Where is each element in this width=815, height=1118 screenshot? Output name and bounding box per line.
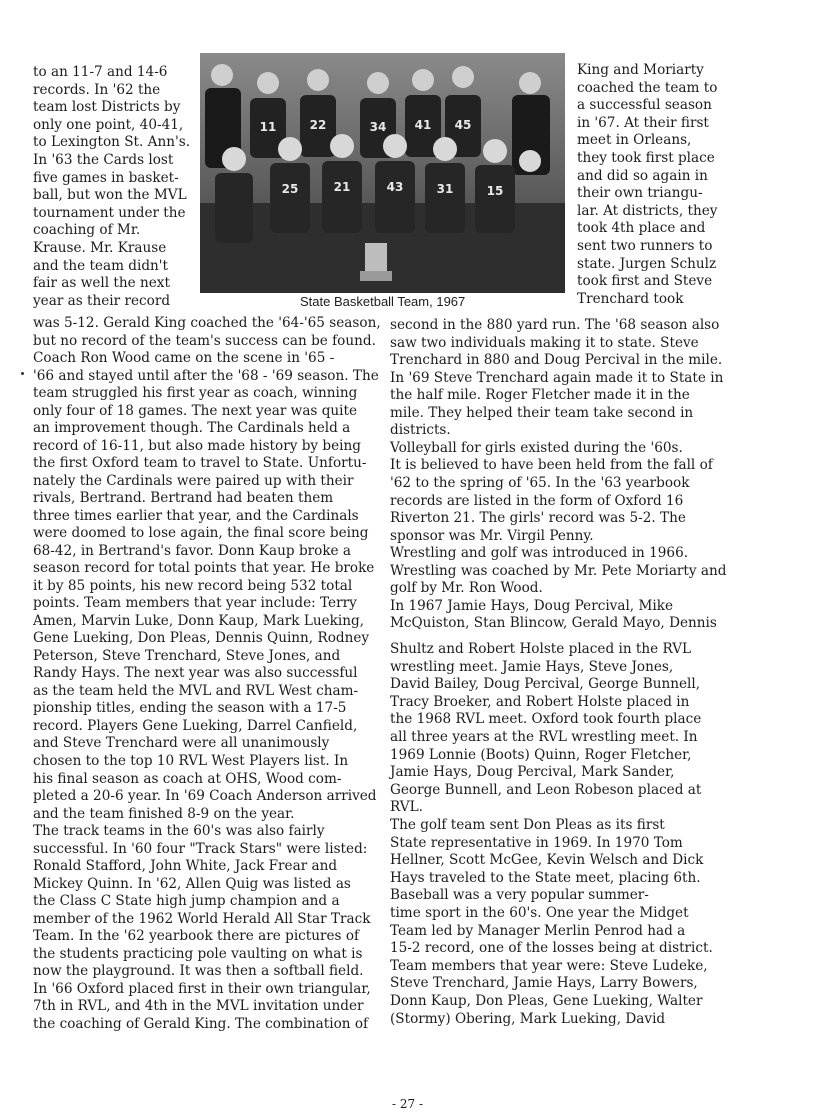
text-line: mile. They helped their team take second in xyxy=(390,404,694,421)
text-line: It is believed to have been held from the fall of xyxy=(390,457,713,474)
text-line: and the team didn't xyxy=(33,257,168,274)
text-line: In '66 Oxford placed first in their own triangular, xyxy=(33,980,371,997)
text-line: meet in Orleans, xyxy=(577,132,692,149)
jersey-number: 31 xyxy=(436,182,454,196)
text-line: his final season as coach at OHS, Wood com- xyxy=(33,770,342,787)
text-line: George Bunnell, and Leon Robeson placed at xyxy=(390,781,702,798)
text-line: pionship titles, ending the season with a 17-5 xyxy=(33,700,347,717)
text-line: Trenchard took xyxy=(577,290,684,307)
text-line: Peterson, Steve Trenchard, Steve Jones, and xyxy=(33,647,341,664)
text-line: Jamie Hays, Doug Percival, Mark Sander, xyxy=(390,764,675,781)
text-line: only four of 18 games. The next year was quite xyxy=(33,402,358,419)
team-photo xyxy=(200,53,565,293)
jersey-number: 43 xyxy=(386,180,404,194)
text-line: took first and Steve xyxy=(577,273,713,290)
text-line: member of the 1962 World Herald All Star Track xyxy=(33,910,371,927)
text-line: fair as well the next xyxy=(33,275,170,292)
text-line: ball, but won the MVL xyxy=(33,187,187,204)
jersey-number: 45 xyxy=(454,118,472,132)
text-line: and the team finished 8-9 on the year. xyxy=(33,805,295,822)
jersey-number: 22 xyxy=(309,118,327,132)
text-line: to Lexington St. Ann's. xyxy=(33,134,191,151)
text-line: pleted a 20-6 year. In '69 Coach Anderson arrived xyxy=(33,788,377,805)
text-line: '66 and stayed until after the '68 - '69 season. The xyxy=(33,367,379,384)
text-line: Krause. Mr. Krause xyxy=(33,240,167,256)
text-line: Steve Trenchard, Jamie Hays, Larry Bowers, xyxy=(390,975,698,992)
text-line: Volleyball for girls existed during the '60s. xyxy=(390,439,683,456)
text-line: record of 16-11, but also made history by being xyxy=(33,437,361,454)
text-line: team lost Districts by xyxy=(33,99,181,116)
text-line: Team members that year were: Steve Ludeke, xyxy=(390,957,708,974)
text-line: coached the team to xyxy=(577,79,718,96)
text-line: The track teams in the 60's was also fairly xyxy=(33,823,325,840)
text-line: now the playground. It was then a softball field. xyxy=(33,963,364,980)
text-line: the Class C State high jump champion and a xyxy=(33,893,340,910)
text-line: season record for total points that year. He broke xyxy=(33,560,375,577)
text-line: 68-42, in Bertrand's favor. Donn Kaup broke a xyxy=(33,542,352,559)
text-line: were doomed to lose again, the final score being xyxy=(33,525,369,542)
photo-caption: State Basketball Team, 1967 xyxy=(300,294,466,309)
text-line: Baseball was a very popular summer- xyxy=(390,887,649,904)
text-line: golf by Mr. Ron Wood. xyxy=(390,580,543,597)
text-line: In '63 the Cards lost xyxy=(33,152,174,168)
text-line: the coaching of Gerald King. The combination of xyxy=(33,1015,369,1032)
text-line: 7th in RVL, and 4th in the MVL invitation under xyxy=(33,998,364,1015)
text-line: Team. In the '62 yearbook there are pictures of xyxy=(33,928,360,945)
text-line: in '67. At their first xyxy=(577,114,709,131)
text-line: nately the Cardinals were paired up with their xyxy=(33,472,354,489)
text-line: took 4th place and xyxy=(577,220,706,237)
jersey-number: 15 xyxy=(486,184,504,198)
scan-speck xyxy=(21,372,24,375)
text-line: the 1968 RVL meet. Oxford took fourth place xyxy=(390,711,702,728)
page-number: - 27 - xyxy=(391,1097,423,1111)
text-line: tournament under the xyxy=(33,204,186,221)
text-line: all three years at the RVL wrestling meet. In xyxy=(390,729,698,745)
text-line: the students practicing pole vaulting on what is xyxy=(33,945,363,962)
jersey-number: 25 xyxy=(281,182,299,196)
text-line: In '69 Steve Trenchard again made it to State in xyxy=(390,369,724,386)
text-line: Donn Kaup, Don Pleas, Gene Lueking, Walter xyxy=(390,993,703,1009)
text-line: but no record of the team's success can be found. xyxy=(33,332,376,349)
text-line: districts. xyxy=(390,422,451,439)
text-line: successful. In '60 four "Track Stars" were listed: xyxy=(33,840,368,857)
text-line: a successful season xyxy=(577,97,712,114)
text-line: Gene Lueking, Don Pleas, Dennis Quinn, Rodney xyxy=(33,630,370,647)
text-line: record. Players Gene Lueking, Darrel Canfield, xyxy=(33,717,358,734)
text-line: 15-2 record, one of the losses being at district. xyxy=(390,940,713,957)
text-line: Coach Ron Wood came on the scene in '65 - xyxy=(33,350,335,367)
text-line: five games in basket- xyxy=(33,169,179,186)
text-line: records are listed in the form of Oxford 16 xyxy=(390,492,684,509)
text-line: Mickey Quinn. In '62, Allen Quig was listed as xyxy=(33,875,351,892)
text-line: state. Jurgen Schulz xyxy=(577,255,717,272)
text-line: (Stormy) Obering, Mark Lueking, David xyxy=(390,1010,666,1027)
text-line: was 5-12. Gerald King coached the '64-'65 season, xyxy=(33,315,381,331)
text-line: saw two individuals making it to state. Steve xyxy=(390,334,699,351)
text-line: David Bailey, Doug Percival, George Bunnell, xyxy=(390,676,701,693)
text-line: Hays traveled to the State meet, placing 6th. xyxy=(390,869,701,886)
text-line: King and Moriarty xyxy=(577,62,704,78)
text-line: The golf team sent Don Pleas as its first xyxy=(390,817,665,833)
text-line: Trenchard in 880 and Doug Percival in the mile. xyxy=(390,352,723,369)
text-line: Riverton 21. The girls' record was 5-2. The xyxy=(390,510,686,527)
text-line: time sport in the 60's. One year the Midget xyxy=(390,905,689,921)
text-line: as the team held the MVL and RVL West cham- xyxy=(33,682,359,699)
text-line: team struggled his first year as coach, winning xyxy=(33,385,358,402)
jersey-number: 34 xyxy=(369,120,387,134)
text-line: year as their record xyxy=(33,292,171,309)
text-line: only one point, 40-41, xyxy=(33,116,184,133)
text-line: 1969 Lonnie (Boots) Quinn, Roger Fletcher, xyxy=(390,746,692,763)
jersey-number: 11 xyxy=(259,120,277,134)
text-line: to an 11-7 and 14-6 xyxy=(33,64,168,80)
text-line: an improvement though. The Cardinals held a xyxy=(33,420,351,437)
text-line: Wrestling and golf was introduced in 1966. xyxy=(390,545,689,562)
text-line: lar. At districts, they xyxy=(577,202,718,219)
text-line: records. In '62 the xyxy=(33,81,161,98)
text-line: rivals, Bertrand. Bertrand had beaten them xyxy=(33,490,334,507)
text-line: their own triangu- xyxy=(577,185,703,202)
text-line: Wrestling was coached by Mr. Pete Moriarty and xyxy=(390,562,727,579)
text-line: wrestling meet. Jamie Hays, Steve Jones, xyxy=(390,658,674,675)
text-line: Randy Hays. The next year was also successful xyxy=(33,665,358,682)
text-line: sponsor was Mr. Virgil Penny. xyxy=(390,527,594,544)
text-line: Team led by Manager Merlin Penrod had a xyxy=(390,922,686,939)
text-line: the first Oxford team to travel to State. Unfortu- xyxy=(33,455,367,472)
text-line: Amen, Marvin Luke, Donn Kaup, Mark Lueking, xyxy=(33,612,365,629)
text-line: In 1967 Jamie Hays, Doug Percival, Mike xyxy=(390,597,673,614)
text-line: McQuiston, Stan Blincow, Gerald Mayo, Dennis xyxy=(390,615,717,632)
text-line: chosen to the top 10 RVL West Players list. In xyxy=(33,753,349,769)
text-line: the half mile. Roger Fletcher made it in the xyxy=(390,387,690,404)
text-line: coaching of Mr. xyxy=(33,222,141,239)
text-line: RVL. xyxy=(390,799,423,816)
jersey-number: 41 xyxy=(414,118,432,132)
text-line: sent two runners to xyxy=(577,238,713,254)
text-line: '62 to the spring of '65. In the '63 yearbook xyxy=(390,474,690,491)
jersey-number: 21 xyxy=(333,180,351,194)
text-line: Hellner, Scott McGee, Kevin Welsch and Dick xyxy=(390,852,704,869)
text-line: points. Team members that year include: Terry xyxy=(33,595,357,612)
text-line: Tracy Broeker, and Robert Holste placed in xyxy=(390,693,690,710)
text-line: Shultz and Robert Holste placed in the RVL xyxy=(390,641,692,657)
text-line: it by 85 points, his new record being 532 total xyxy=(33,577,353,594)
text-line: State representative in 1969. In 1970 Tom xyxy=(390,834,683,851)
text-line: they took first place xyxy=(577,150,715,166)
text-line: and did so again in xyxy=(577,167,708,184)
text-line: second in the 880 yard run. The '68 season also xyxy=(390,317,720,333)
text-line: and Steve Trenchard were all unanimously xyxy=(33,735,330,752)
text-line: three times earlier that year, and the Cardinals xyxy=(33,507,359,524)
text-line: Ronald Stafford, John White, Jack Frear and xyxy=(33,858,338,875)
